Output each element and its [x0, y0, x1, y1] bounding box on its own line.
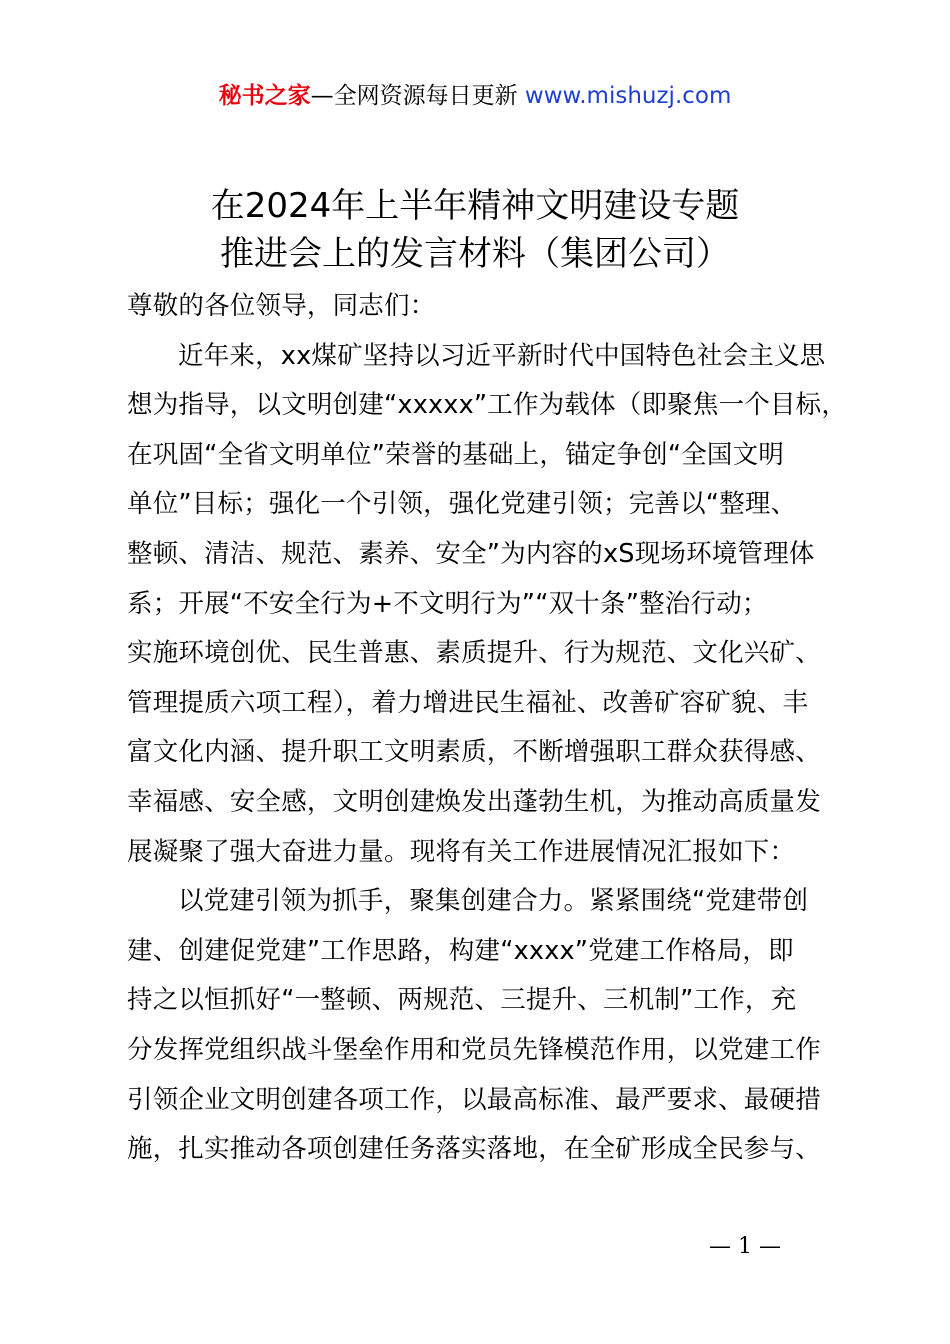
paragraph-line: 幸福感、安全感，文明创建焕发出蓬勃生机，为推动高质量发 [127, 786, 821, 817]
paragraph-line: 富文化内涵、提升职工文明素质，不断增强职工群众获得感、 [127, 737, 821, 768]
paragraph-line: 施，扎实推动各项创建任务落实落地，在全矿形成全民参与、 [127, 1134, 821, 1165]
site-tagline: —全网资源每日更新 [310, 83, 525, 109]
page-number: — 1 — [709, 1234, 781, 1259]
paragraph-line: 引领企业文明创建各项工作，以最高标准、最严要求、最硬措 [127, 1084, 821, 1115]
site-header [0, 80, 950, 112]
paragraph-line: 系；开展“不安全行为+不文明行为”“双十条”整治行动； [127, 588, 768, 619]
paragraph-line: 建、创建促党建”工作思路，构建“xxxx”党建工作格局，即 [127, 935, 794, 966]
paragraph-line: 在巩固“全省文明单位”荣誉的基础上，锚定争创“全国文明 [127, 439, 785, 470]
salutation: 尊敬的各位领导，同志们： [127, 291, 436, 321]
paragraph-line: 以党建引领为抓手，聚集创建合力。紧紧围绕“党建带创 [178, 886, 809, 917]
paragraph-line: 管理提质六项工程），着力增进民生福祉、改善矿容矿貌、丰 [127, 687, 809, 718]
site-brand: 秘书之家 [218, 83, 311, 109]
site-url-link[interactable]: www.mishuzj.com [524, 83, 732, 109]
paragraph-line: 单位”目标；强化一个引领，强化党建引领；完善以“整理、 [127, 489, 797, 520]
paragraph-line: 持之以恒抓好“一整顿、两规范、三提升、三机制”工作，充 [127, 985, 797, 1016]
document-title-line-2: 推进会上的发言材料（集团公司） [220, 234, 730, 274]
paragraph-line: 近年来，xx煤矿坚持以习近平新时代中国特色社会主义思 [178, 340, 826, 371]
paragraph-line: 展凝聚了强大奋进力量。现将有关工作进展情况汇报如下： [127, 836, 796, 867]
document-title-line-1: 在2024年上半年精神文明建设专题 [210, 186, 740, 226]
paragraph-line: 实施环境创优、民生普惠、素质提升、行为规范、文化兴矿、 [127, 638, 821, 669]
paragraph-line: 分发挥党组织战斗堡垒作用和党员先锋模范作用，以党建工作 [127, 1034, 821, 1065]
paragraph-line: 整顿、清洁、规范、素养、安全”为内容的xS现场环境管理体 [127, 538, 815, 569]
document-body [127, 282, 848, 1175]
paragraph-line: 想为指导，以文明创建“xxxxx”工作为载体（即聚焦一个目标， [127, 390, 848, 421]
